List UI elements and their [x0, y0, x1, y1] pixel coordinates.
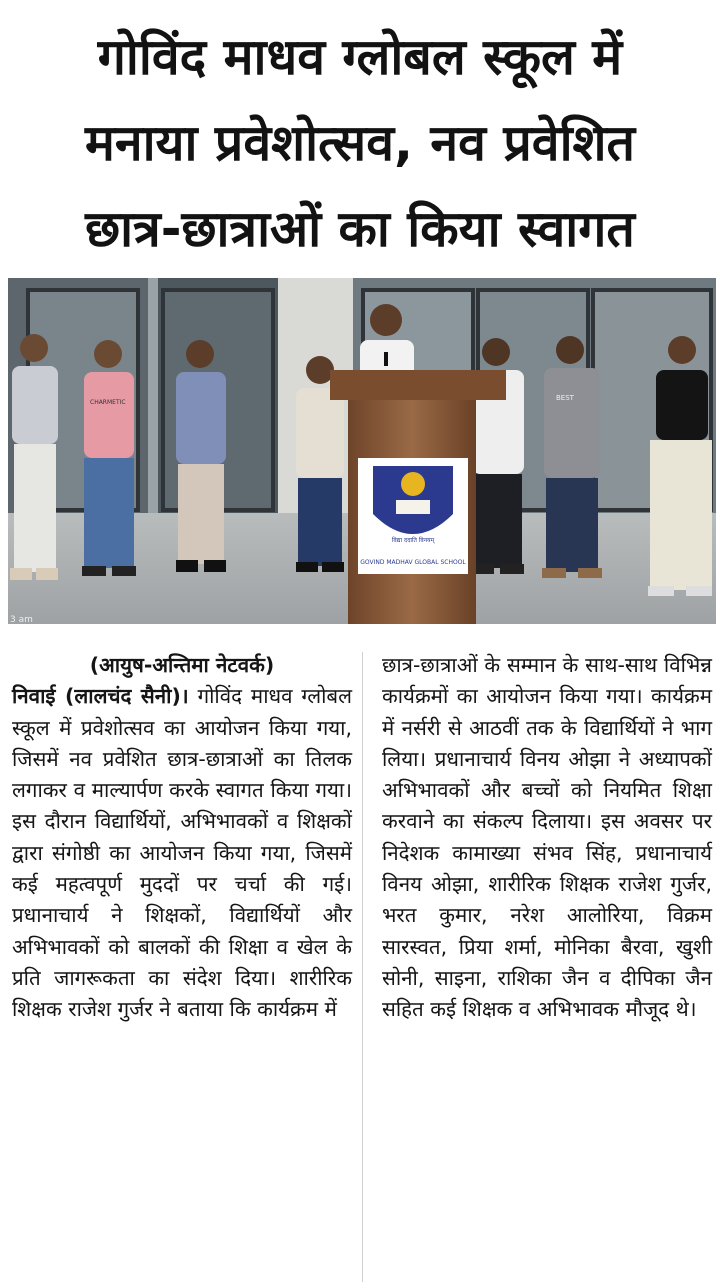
logo-motto: विद्या ददाति विनयम् — [391, 537, 435, 544]
student-figure — [176, 340, 226, 572]
news-photo — [8, 278, 716, 624]
photo-corner-text: 3 am — [10, 615, 33, 624]
article-body-left: गोविंद माधव ग्लोबल स्कूल में प्रवेशोत्सव का आयोजन किया गया, जिसमें नव प्रवेशित छात्र-छात्राओं का तिलक लगाकर व माल्यार्पण करके स्वागत किया गया। इस दौरान विद्यार्थियों, अभिभावकों व शिक्षकों द्वारा संगोष्ठी का आयोजन किया गया, जिसमें कई महत्वपूर्ण मुददों पर चर्चा की गई। प्रधानाचार्य ने शिक्षकों, विद्यार्थियों और अभिभावकों को बालकों की शिक्षा व खेल के प्रति जागरूकता का संदेश दिया। शारीरिक शिक्षक राजेश गुर्जर ने बताया कि कार्यक्रम में — [12, 684, 353, 1022]
logo-school-name: GOVIND MADHAV GLOBAL SCHOOL — [360, 559, 466, 566]
article-column-left — [12, 650, 352, 1026]
student-figure — [82, 340, 136, 576]
student-figure — [542, 336, 602, 578]
headline — [18, 14, 702, 272]
headline-line-2: मनाया प्रवेशोत्सव, नव प्रवेशित — [84, 114, 636, 172]
student-figure — [10, 334, 58, 580]
byline: (आयुष-अन्तिमा नेटवर्क) — [89, 653, 275, 677]
article-column-right — [382, 650, 712, 1026]
article-body-right: छात्र-छात्राओं के सम्मान के साथ-साथ विभिन्न कार्यक्रमों का आयोजन किया गया। कार्यक्रम में नर्सरी से आठवीं तक के विद्यार्थियों ने भाग लिया। प्रधानाचार्य विनय ओझा ने अध्यापकों अभिभावकों और बच्चों को नियमित शिक्षा करवाने का संकल्प दिलाया। इस अवसर पर निदेशक कामाख्या संभव सिंह, प्रधानाचार्य विनय ओझा, शारीरिक शिक्षक राजेश गुर्जर, भरत कुमार, नरेश आलोरिया, विक्रम सारस्वत, प्रिया शर्मा, मोनिका बैरवा, खुशी सोनी, साइना, राशिका जैन व दीपिका जैन सहित कई शिक्षक व अभिभावक मौजूद थे। — [382, 653, 712, 1022]
headline-line-3: छात्र-छात्राओं का किया स्वागत — [85, 200, 635, 258]
headline-line-1: गोविंद माधव ग्लोबल स्कूल में — [97, 28, 623, 86]
photo-illustration — [8, 278, 716, 624]
shirt-text: CHARMETIC — [90, 399, 126, 406]
column-divider — [362, 652, 363, 1282]
student-figure — [648, 336, 712, 596]
dateline: निवाई (लालचंद सैनी)। — [12, 684, 189, 709]
shirt-text: BEST — [556, 394, 574, 402]
